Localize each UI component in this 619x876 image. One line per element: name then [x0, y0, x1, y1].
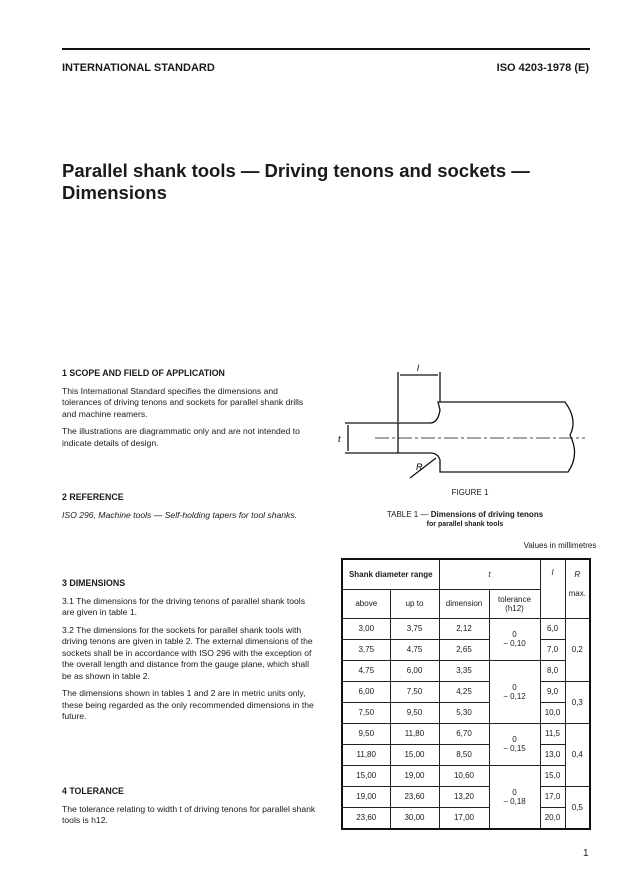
label-t: t — [338, 434, 341, 444]
table-cell: 6,70 — [439, 723, 489, 744]
tolerance-cell: 0 − 0,18 — [489, 765, 540, 829]
table-cell: 7,50 — [342, 702, 390, 723]
table-cell: 7,0 — [540, 639, 565, 660]
section-2: 2 REFERENCE ISO 296, Machine tools — Self-holding tapers for tool shanks. — [62, 492, 298, 520]
table-row — [342, 639, 590, 660]
table-cell: 3,00 — [342, 618, 390, 639]
table-cell: 15,00 — [390, 744, 439, 765]
table-cell: 7,50 — [390, 681, 439, 702]
table-cell: 10,0 — [540, 702, 565, 723]
table-row — [342, 786, 590, 807]
label-r: R — [416, 462, 423, 472]
table-cell: 8,50 — [439, 744, 489, 765]
table-cell: 11,80 — [342, 744, 390, 765]
tolerance-cell: 0 − 0,15 — [489, 723, 540, 765]
table-cell: 15,00 — [342, 765, 390, 786]
table-cell: 6,0 — [540, 618, 565, 639]
table-cell: 13,20 — [439, 786, 489, 807]
table-cell: 15,0 — [540, 765, 565, 786]
r-max-cell: 0,5 — [565, 786, 590, 829]
table-row — [342, 807, 590, 829]
header-right: ISO 4203-1978 (E) — [496, 62, 589, 74]
table-cell: 3,75 — [390, 618, 439, 639]
r-max-cell: 0,3 — [565, 681, 590, 723]
table-cell: 11,80 — [390, 723, 439, 744]
table-cell: 9,50 — [342, 723, 390, 744]
dimensions-table: Shank diameter range t l R above up to dimension tolerance (h12) max. 3,00 3,75 2,12 0 − 0,10 6,0 0,2 3,75 4,75 2,65 7,0 4,75 6,00 3,35 0 − 0,12 8,0 6,00 7,50 4,25 9,0 0,3 7,50 9,50 5,30 10,0 9,50 11,80 6,70 0 − 0,15 11,5 0,4 11,80 15,00 8,50 13,0 15,00 19,00 10,60 0 − 0,18 15,0 19,00 23,60 13,20 17,0 0,5 23,60 30,00 17,00 20,0 — [341, 558, 591, 830]
table-row — [342, 618, 590, 639]
table-cell: 23,60 — [390, 786, 439, 807]
table-cell: 3,75 — [342, 639, 390, 660]
table-cell: 10,60 — [439, 765, 489, 786]
table-cell: 13,0 — [540, 744, 565, 765]
table-caption: TABLE 1 — Dimensions of driving tenons for parallel shank tools — [386, 510, 544, 528]
table-row — [342, 681, 590, 702]
top-rule — [62, 48, 590, 50]
table-cell: 17,00 — [439, 807, 489, 829]
table-cell: 4,75 — [390, 639, 439, 660]
table-row — [342, 723, 590, 744]
table-cell: 11,5 — [540, 723, 565, 744]
units-note: Values in millimetres — [523, 541, 597, 550]
page-number: 1 — [583, 848, 589, 859]
table-row — [342, 765, 590, 786]
r-max-cell: 0,2 — [565, 618, 590, 681]
table-cell: 3,35 — [439, 660, 489, 681]
figure-caption: FIGURE 1 — [451, 488, 489, 497]
table-cell: 30,00 — [390, 807, 439, 829]
tolerance-cell: 0 − 0,12 — [489, 660, 540, 723]
section-4: 4 TOLERANCE The tolerance relating to width t of driving tenons for parallel shank tools is h12. — [62, 786, 316, 825]
table-cell: 19,00 — [342, 786, 390, 807]
table-cell: 17,0 — [540, 786, 565, 807]
table-row — [342, 744, 590, 765]
table-cell: 5,30 — [439, 702, 489, 723]
table-cell: 2,12 — [439, 618, 489, 639]
table-cell: 9,50 — [390, 702, 439, 723]
table-row — [342, 660, 590, 681]
table-cell: 20,0 — [540, 807, 565, 829]
page-title: Parallel shank tools — Driving tenons and sockets — Dimensions — [62, 160, 530, 203]
tenon-figure — [330, 360, 619, 485]
tolerance-cell: 0 − 0,10 — [489, 618, 540, 660]
table-cell: 4,75 — [342, 660, 390, 681]
header-left: INTERNATIONAL STANDARD — [62, 62, 215, 74]
table-cell: 6,00 — [342, 681, 390, 702]
section-3: 3 DIMENSIONS 3.1 The dimensions for the driving tenons of parallel shank tools are given in table 1. 3.2 The dimensions for the sockets for parallel shank tools with driving tenons are given in table 2. The external dimensions of the sockets shall be in accordance with ISO 296 with the exception of the overall length and distance from the gauge plane, which shall be as shown in table 2. The dimensions shown in tables 1 and 2 are in metric units only, these being regarded as the only recommended dimensions in the future. — [62, 578, 314, 721]
table-cell: 2,65 — [439, 639, 489, 660]
label-l: l — [417, 363, 419, 373]
table-cell: 9,0 — [540, 681, 565, 702]
table-cell: 8,0 — [540, 660, 565, 681]
table-cell: 19,00 — [390, 765, 439, 786]
table-cell: 4,25 — [439, 681, 489, 702]
section-1: 1 SCOPE AND FIELD OF APPLICATION This International Standard specifies the dimensions and tolerances of driving tenons and sockets for parallel shank drills and machine reamers. The illustrations are diagrammatic only and are not intended to indicate details of design. — [62, 368, 304, 448]
table-cell: 6,00 — [390, 660, 439, 681]
table-cell: 23,60 — [342, 807, 390, 829]
table-row — [342, 702, 590, 723]
r-max-cell: 0,4 — [565, 723, 590, 786]
